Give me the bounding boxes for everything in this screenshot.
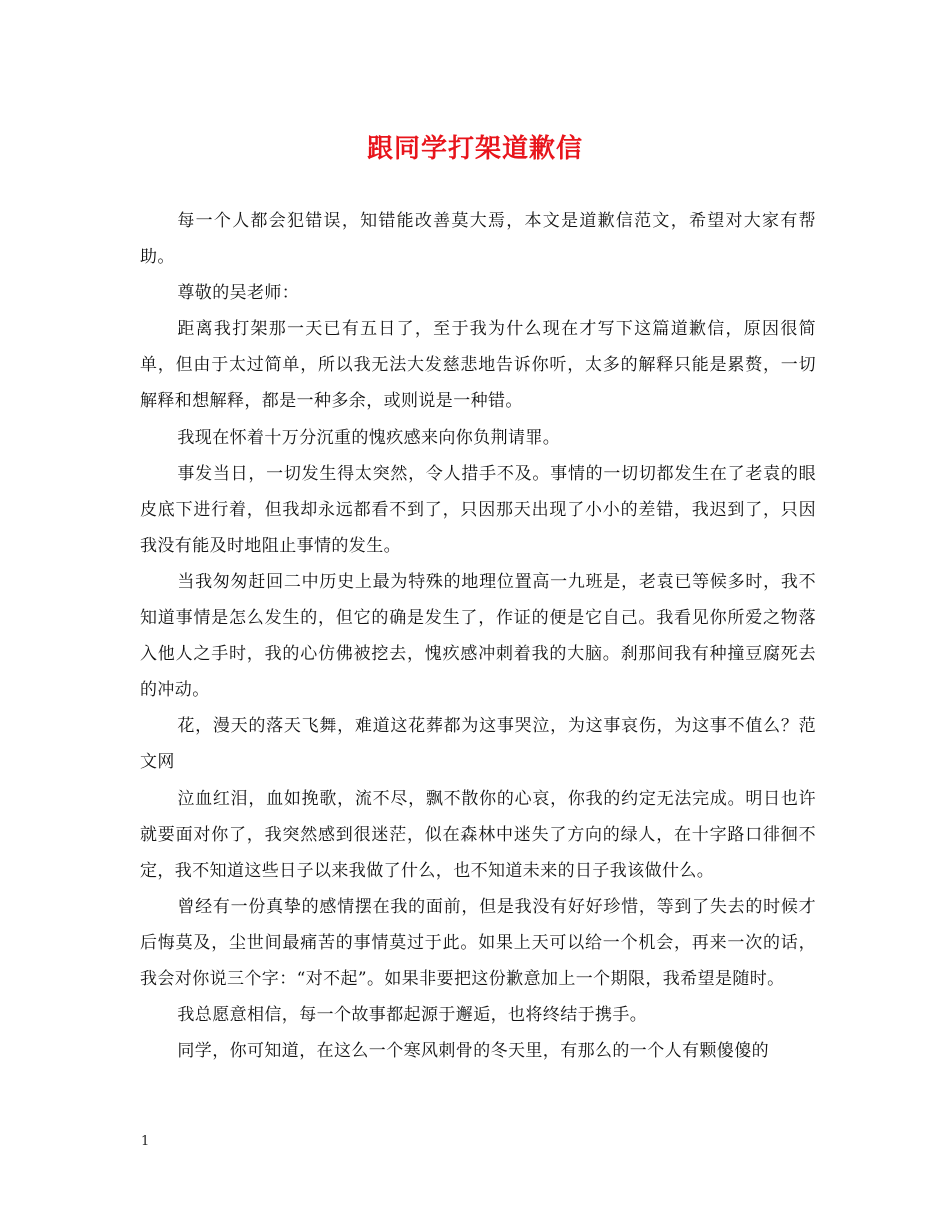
paragraph: 事发当日，一切发生得太突然，令人措手不及。事情的一切切都发生在了老袁的眼皮底下进行着，但我却永远都看不到了，只因那天出现了小小的差错，我迟到了，只因我没有能及时地阻止事情的发生。 [140, 463, 816, 556]
page-number: 1 [141, 1134, 150, 1149]
document-body [140, 203, 816, 1069]
paragraph-intro: 每一个人都会犯错误，知错能改善莫大焉，本文是道歉信范文，希望对大家有帮助。 [140, 211, 816, 268]
paragraph: 我总愿意相信，每一个故事都起源于邂逅，也将终结于携手。 [177, 1005, 648, 1026]
paragraph: 我现在怀着十万分沉重的愧疚感来向你负荆请罪。 [177, 427, 561, 448]
paragraph: 曾经有一份真挚的感情摆在我的面前，但是我没有好好珍惜，等到了失去的时候才后悔莫及，尘世间最痛苦的事情莫过于此。如果上天可以给一个机会，再来一次的话，我会对你说三个字：“对不起”。如果非要把这份歉意加上一个期限，我希望是随时。 [140, 896, 816, 989]
paragraph-salutation: 尊敬的吴老师： [177, 283, 300, 304]
document-title: 跟同学打架道歉信 [366, 134, 583, 164]
paragraph: 距离我打架那一天已有五日了，至于我为什么现在才写下这篇道歉信，原因很简单，但由于太过简单，所以我无法大发慈悲地告诉你听，太多的解释只能是累赘，一切解释和想解释，都是一种多余，或则说是一种错。 [140, 319, 816, 412]
paragraph: 泣血红泪，血如挽歌，流不尽，飘不散你的心哀，你我的约定无法完成。明日也许就要面对你了，我突然感到很迷茫，似在森林中迷失了方向的绿人，在十字路口徘徊不定，我不知道这些日子以来我做了什么，也不知道未来的日子我该做什么。 [140, 788, 816, 881]
paragraph: 花，漫天的落天飞舞，难道这花葬都为这事哭泣，为这事哀伤，为这事不值么？范文网 [140, 716, 816, 773]
paragraph: 同学，你可知道，在这么一个寒风刺骨的冬天里，有那么的一个人有颗傻傻的 [177, 1041, 769, 1062]
paragraph: 当我匆匆赶回二中历史上最为特殊的地理位置高一九班是，老袁已等候多时，我不知道事情是怎么发生的，但它的确是发生了，作证的便是它自己。我看见你所爱之物落入他人之手时，我的心仿佛被挖去，愧疚感冲刺着我的大脑。刹那间我有种撞豆腐死去的冲动。 [140, 571, 816, 701]
